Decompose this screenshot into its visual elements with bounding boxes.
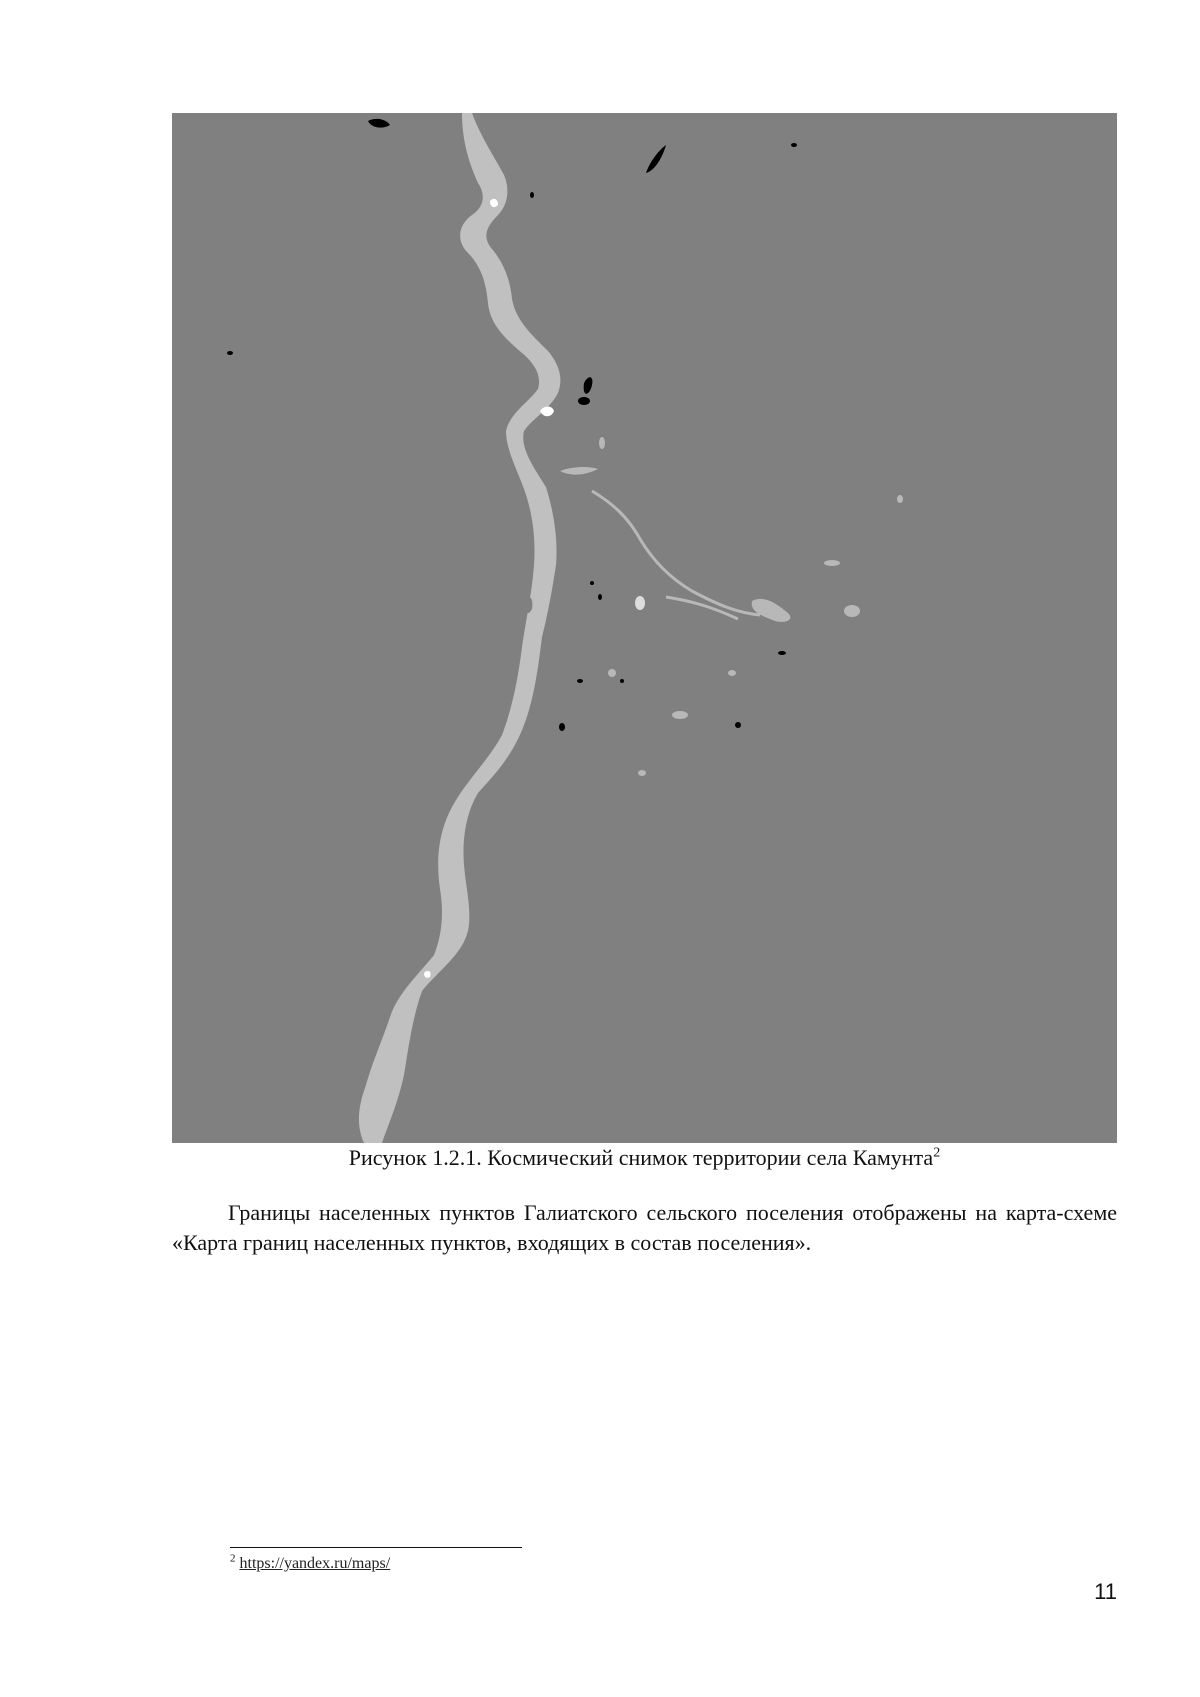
dark-spot: [530, 192, 534, 198]
footnote-link[interactable]: https://yandex.ru/maps/: [239, 1555, 391, 1572]
lake: [635, 596, 645, 610]
dark-spot: [778, 651, 786, 655]
lake: [599, 437, 605, 449]
dark-spot: [577, 679, 583, 683]
satellite-image-drawing: [172, 113, 1117, 1143]
lake: [608, 669, 616, 677]
figure-caption-text: Рисунок 1.2.1. Космический снимок территории села Камунта: [348, 1145, 934, 1170]
caption-footnote-mark: 2: [933, 1145, 941, 1161]
lake: [728, 670, 736, 676]
footnote-mark: 2: [230, 1552, 236, 1565]
footnote: [230, 1553, 390, 1575]
satellite-image: [172, 113, 1117, 1143]
body-paragraph: Границы населенных пунктов Галиатского сельского поселения отображены на карта-схеме «Карта границ населенных пунктов, входящих в состав поселения».: [172, 1200, 1117, 1255]
dark-spot: [590, 581, 594, 585]
dark-spot: [735, 722, 741, 728]
lake: [844, 605, 860, 617]
dark-spot: [578, 397, 590, 405]
lake: [672, 711, 688, 719]
dark-spot: [620, 679, 624, 683]
dark-spot: [598, 594, 602, 600]
lake: [824, 560, 840, 566]
terrain-background: [172, 113, 1117, 1143]
lake: [638, 770, 646, 776]
lake: [897, 495, 903, 503]
figure-caption: [172, 1143, 1117, 1173]
dark-spot: [227, 351, 233, 355]
dark-spot: [791, 143, 797, 147]
page-number: 11: [1094, 1579, 1117, 1604]
footnote-separator: [230, 1547, 522, 1548]
dark-spot: [559, 723, 565, 731]
